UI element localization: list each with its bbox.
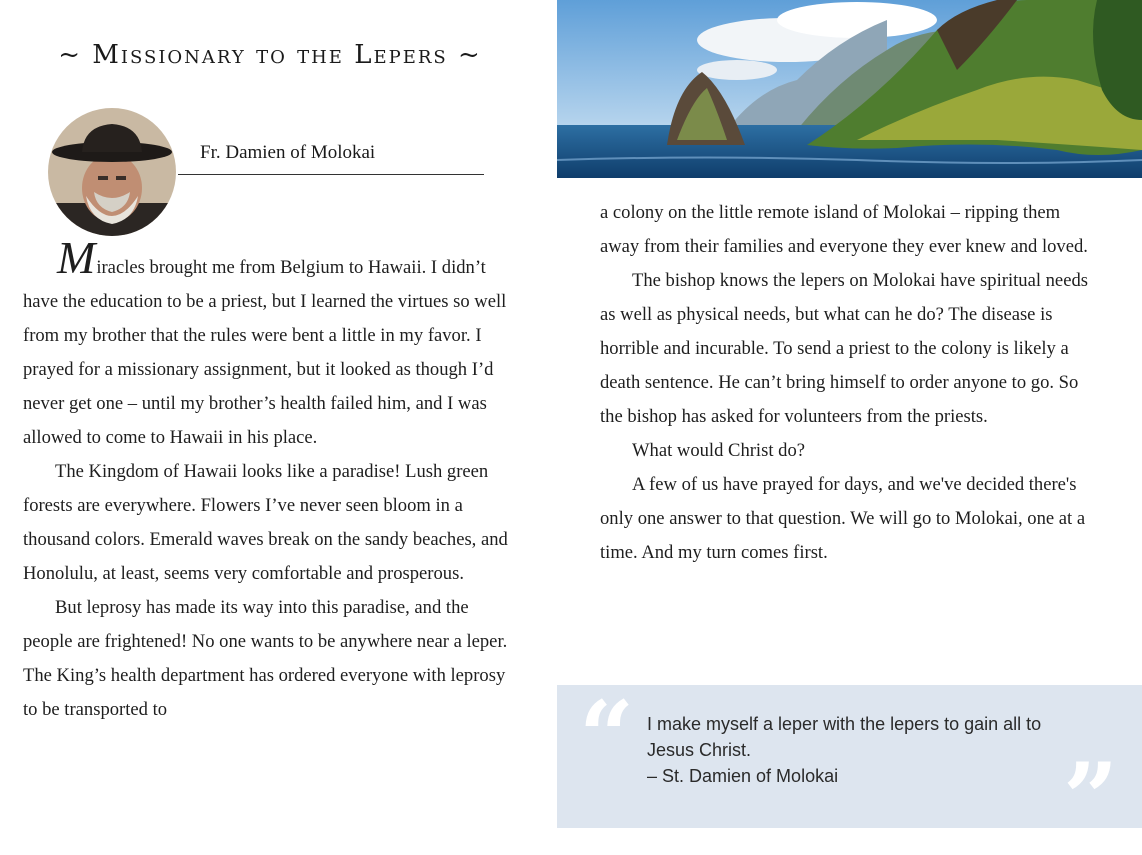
paragraph: The bishop knows the lepers on Molokai have spiritual needs as well as physical needs, but what can he do? The disease is horrible and incurable. To send a priest to the colony is likely a death sentence. He can’t bring himself to order anyone to go. So the bishop has asked for volunteers from the priests.	[600, 270, 1088, 427]
drop-cap: M	[57, 232, 96, 283]
open-quote-icon: “	[579, 680, 635, 793]
portrait-avatar	[48, 108, 176, 236]
pull-quote-box	[557, 680, 1142, 855]
paragraph: The Kingdom of Hawaii looks like a paradise! Lush green forests are everywhere. Flowers I’ve never seen bloom in a thousand colors. Emerald waves break on the sandy beaches, and Honolulu, at least, seems very comfortable and prosperous.	[23, 461, 508, 584]
island-cliffs-photo	[557, 0, 1142, 178]
close-quote-icon: ”	[1063, 742, 1119, 855]
paragraph: But leprosy has made its way into this paradise, and the people are frightened! No one wants to be anywhere near a leper. The King’s health department has ordered everyone with leprosy to be transported to	[23, 597, 508, 720]
paragraph-text: iracles brought me from Belgium to Hawaii. I didn’t have the education to be a priest, but I learned the virtues so well from my brother that the rules were bent a little in my favor. I prayed for a missionary assignment, but it looked as though I’d never get one – until my brother’s health failed him, and I was allowed to come to Hawaii in his place.	[23, 257, 507, 448]
right-column	[600, 196, 1100, 570]
paragraph	[23, 232, 513, 455]
left-column	[23, 232, 513, 727]
byline: Fr. Damien of Molokai	[178, 142, 484, 175]
quote-text-block	[647, 711, 1087, 789]
quote-attribution: – St. Damien of Molokai	[647, 766, 839, 786]
page-title: ~ Missionary to the Lepers ~	[58, 40, 482, 70]
paragraph: a colony on the little remote island of Molokai – ripping them away from their families and everyone they ever knew and loved.	[600, 202, 1088, 257]
quote-text: I make myself a leper with the lepers to gain all to Jesus Christ.	[647, 714, 1042, 760]
paragraph: What would Christ do?	[632, 440, 805, 461]
paragraph: A few of us have prayed for days, and we've decided there's only one answer to that question. We will go to Molokai, one at a time. And my turn comes first.	[600, 474, 1086, 563]
